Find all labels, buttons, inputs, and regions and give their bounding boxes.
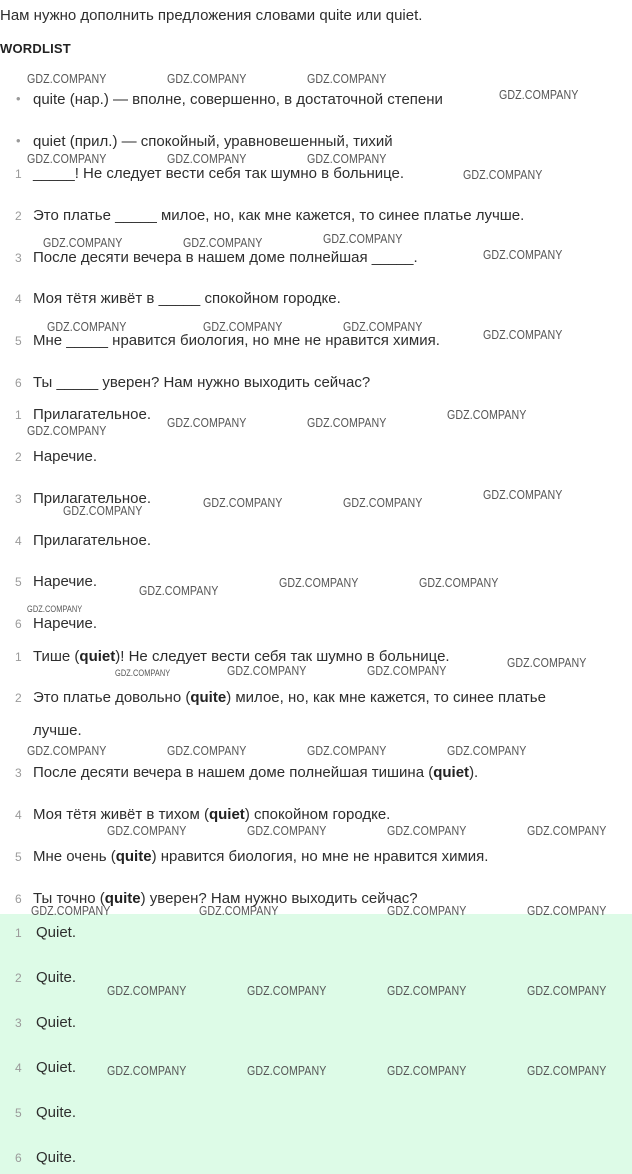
item-number: 6	[15, 892, 22, 906]
watermark: GDZ.COMPANY	[199, 903, 279, 918]
wordlist-heading: WORDLIST	[0, 41, 71, 56]
watermark: GDZ.COMPANY	[227, 663, 307, 678]
watermark: GDZ.COMPANY	[247, 983, 327, 998]
item-number: 5	[15, 1106, 22, 1120]
bullet-icon: •	[16, 91, 21, 106]
watermark: GDZ.COMPANY	[387, 983, 467, 998]
item-number: 4	[15, 808, 22, 822]
translation-text: Моя тётя живёт в тихом (quiet) спокойном городке.	[33, 806, 391, 823]
keyword: quiet	[208, 806, 245, 823]
exercise-text: _____! Не следует вести себя так шумно в больнице.	[33, 165, 405, 182]
watermark: GDZ.COMPANY	[447, 743, 527, 758]
watermark: GDZ.COMPANY	[387, 823, 467, 838]
watermark: GDZ.COMPANY	[167, 743, 247, 758]
part-of-speech-text: Прилагательное.	[33, 532, 152, 549]
item-number: 5	[15, 334, 22, 348]
exercise-text: Мне _____ нравится биология, но мне не нравится химия.	[33, 332, 440, 349]
translation-text: лучше.	[33, 722, 82, 739]
watermark: GDZ.COMPANY	[107, 983, 187, 998]
watermark: GDZ.COMPANY	[139, 583, 219, 598]
watermark: GDZ.COMPANY	[387, 1063, 467, 1078]
part-of-speech-text: Наречие.	[33, 573, 98, 590]
watermark: GDZ.COMPANY	[203, 319, 283, 334]
item-number: 5	[15, 575, 22, 589]
answer-text: Quiet.	[36, 1059, 77, 1076]
item-number: 2	[15, 971, 22, 985]
answer-text: Quite.	[36, 1149, 77, 1166]
item-number: 2	[15, 209, 22, 223]
watermark: GDZ.COMPANY	[527, 983, 607, 998]
answer-text: Quite.	[36, 1104, 77, 1121]
watermark: GDZ.COMPANY	[527, 823, 607, 838]
part-of-speech-text: Наречие.	[33, 448, 98, 465]
answer-text: Quiet.	[36, 1014, 77, 1031]
watermark: GDZ.COMPANY	[31, 903, 111, 918]
item-number: 3	[15, 492, 22, 506]
watermark: GDZ.COMPANY	[463, 167, 543, 182]
item-number: 5	[15, 850, 22, 864]
watermark: GDZ.COMPANY	[483, 487, 563, 502]
watermark: GDZ.COMPANY	[247, 823, 327, 838]
item-number: 3	[15, 1016, 22, 1030]
keyword: quite	[190, 689, 227, 706]
keyword: quiet	[79, 648, 116, 665]
exercise-text: После десяти вечера в нашем доме полнейшая _____.	[33, 249, 418, 266]
watermark: GDZ.COMPANY	[307, 743, 387, 758]
watermark: GDZ.COMPANY	[419, 575, 499, 590]
answer-text: Quite.	[36, 969, 77, 986]
watermark: GDZ.COMPANY	[47, 319, 127, 334]
watermark: GDZ.COMPANY	[27, 71, 107, 86]
wordlist-text: quiet (прил.) — спокойный, уравновешенный, тихий	[33, 133, 393, 150]
keyword: quite	[104, 890, 141, 907]
watermark: GDZ.COMPANY	[343, 319, 423, 334]
item-number: 6	[15, 617, 22, 631]
watermark: GDZ.COMPANY	[447, 407, 527, 422]
watermark: GDZ.COMPANY	[323, 231, 403, 246]
watermark: GDZ.COMPANY	[507, 655, 587, 670]
watermark: GDZ.COMPANY	[387, 903, 467, 918]
keyword: quite	[115, 848, 152, 865]
exercise-text: Ты _____ уверен? Нам нужно выходить сейчас?	[33, 374, 371, 391]
translation-text: Ты точно (quite) уверен? Нам нужно выходить сейчас?	[33, 890, 418, 907]
item-number: 3	[15, 251, 22, 265]
watermark: GDZ.COMPANY	[279, 575, 359, 590]
item-number: 1	[15, 408, 22, 422]
item-number: 2	[15, 450, 22, 464]
watermark: GDZ.COMPANY	[527, 903, 607, 918]
translation-text: После десяти вечера в нашем доме полнейшая тишина (quiet).	[33, 764, 479, 781]
watermark: GDZ.COMPANY	[343, 495, 423, 510]
part-of-speech-text: Прилагательное.	[33, 490, 152, 507]
watermark: GDZ.COMPANY	[527, 1063, 607, 1078]
item-number: 2	[15, 691, 22, 705]
answer-text: Quiet.	[36, 924, 77, 941]
watermark: GDZ.COMPANY	[63, 503, 143, 518]
part-of-speech-text: Наречие.	[33, 615, 98, 632]
item-number: 6	[15, 1151, 22, 1165]
watermark: GDZ.COMPANY	[483, 247, 563, 262]
item-number: 1	[15, 167, 22, 181]
wordlist-text: quite (нар.) — вполне, совершенно, в достаточной степени	[33, 91, 443, 108]
bullet-icon: •	[16, 133, 21, 148]
watermark: GDZ.COMPANY	[167, 71, 247, 86]
item-number: 3	[15, 766, 22, 780]
watermark: GDZ.COMPANY	[307, 415, 387, 430]
translation-text: Тише (quiet)! Не следует вести себя так шумно в больнице.	[33, 648, 450, 665]
task-instruction: Нам нужно дополнить предложения словами quite или quiet.	[0, 7, 423, 24]
part-of-speech-text: Прилагательное.	[33, 406, 152, 423]
watermark: GDZ.COMPANY	[167, 151, 247, 166]
translation-text: Это платье довольно (quite) милое, но, как мне кажется, то синее платье	[33, 689, 546, 706]
watermark: GDZ.COMPANY	[27, 743, 107, 758]
watermark: GDZ.COMPANY	[27, 604, 83, 614]
item-number: 1	[15, 650, 22, 664]
watermark: GDZ.COMPANY	[107, 823, 187, 838]
exercise-text: Моя тётя живёт в _____ спокойном городке.	[33, 290, 341, 307]
watermark: GDZ.COMPANY	[115, 668, 171, 678]
watermark: GDZ.COMPANY	[247, 1063, 327, 1078]
watermark: GDZ.COMPANY	[307, 71, 387, 86]
watermark: GDZ.COMPANY	[27, 151, 107, 166]
item-number: 4	[15, 1061, 22, 1075]
item-number: 6	[15, 376, 22, 390]
answers-block	[0, 914, 632, 1174]
keyword: quiet	[433, 764, 470, 781]
watermark: GDZ.COMPANY	[483, 327, 563, 342]
item-number: 1	[15, 926, 22, 940]
item-number: 4	[15, 292, 22, 306]
translation-text: Мне очень (quite) нравится биология, но мне не нравится химия.	[33, 848, 489, 865]
watermark: GDZ.COMPANY	[107, 1063, 187, 1078]
watermark: GDZ.COMPANY	[27, 423, 107, 438]
watermark: GDZ.COMPANY	[43, 235, 123, 250]
watermark: GDZ.COMPANY	[307, 151, 387, 166]
item-number: 4	[15, 534, 22, 548]
watermark: GDZ.COMPANY	[367, 663, 447, 678]
exercise-text: Это платье _____ милое, но, как мне кажется, то синее платье лучше.	[33, 207, 525, 224]
watermark: GDZ.COMPANY	[167, 415, 247, 430]
watermark: GDZ.COMPANY	[183, 235, 263, 250]
watermark: GDZ.COMPANY	[203, 495, 283, 510]
watermark: GDZ.COMPANY	[499, 87, 579, 102]
